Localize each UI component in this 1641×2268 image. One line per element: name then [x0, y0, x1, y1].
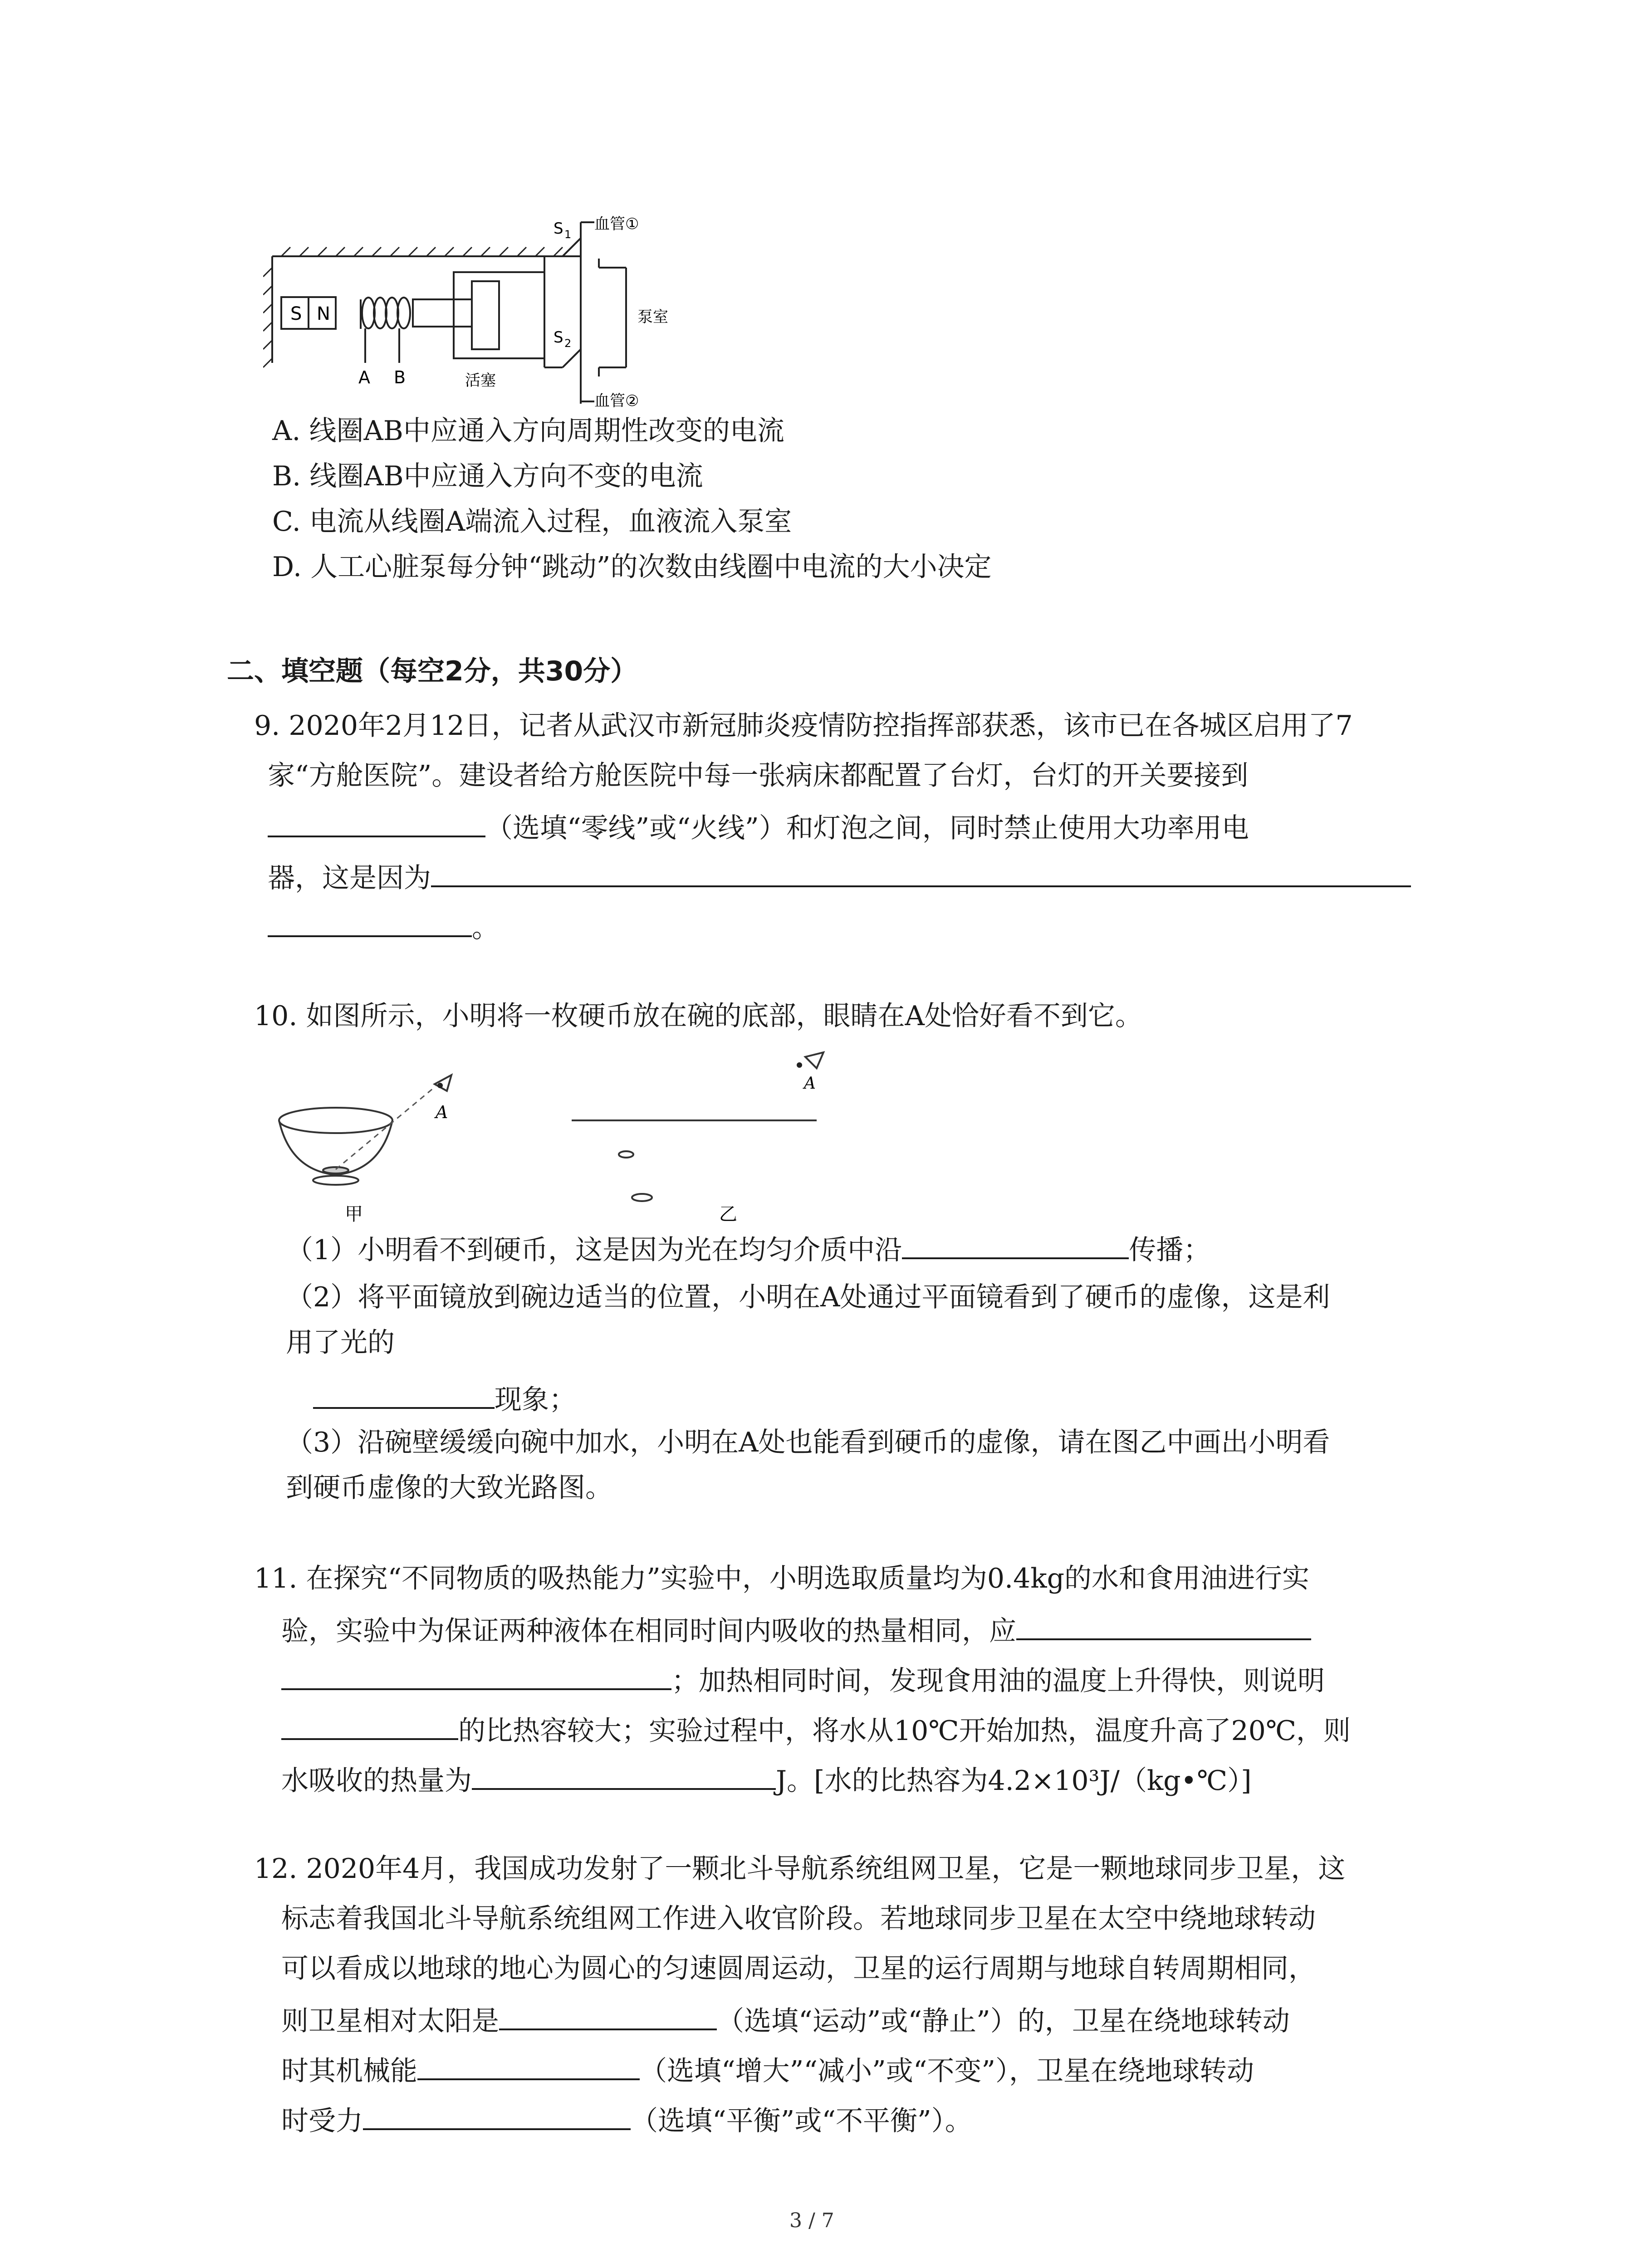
section-heading: 二、填空题（每空2分，共30分） — [227, 655, 638, 687]
q11-line5 — [281, 1760, 1252, 1799]
option-d: D. 人工心脏泵每分钟“跳动”的次数由线圈中电流的大小决定 — [272, 551, 992, 583]
magnet-s-label: S — [290, 303, 302, 324]
q11-line3-text: ；加热相同时间，发现食用油的温度上升得快，则说明 — [671, 1665, 1325, 1697]
q11-line2 — [281, 1610, 1311, 1649]
q11-line5-after: J。[水的比热容为4.2×10³J/（kg•℃）] — [776, 1765, 1252, 1797]
bowl-coin-figure — [272, 1039, 862, 1229]
q10-p2-line2: 用了光的 — [286, 1327, 395, 1359]
vessel1-label: 血管① — [594, 215, 639, 233]
q11-line5-text: 水吸收的热量为 — [281, 1765, 472, 1797]
q10-p1-text: （1）小明看不到硬币，这是因为光在均匀介质中沿 — [286, 1234, 902, 1266]
fig-jia-label: 甲 — [345, 1204, 363, 1225]
q11-blank2[interactable] — [281, 1710, 458, 1740]
q10-p2-line3 — [313, 1379, 576, 1418]
q10-p1 — [286, 1229, 1210, 1268]
piston-label: 活塞 — [465, 371, 496, 390]
q10-p2-line1: （2）将平面镜放到碗边适当的位置，小明在A处通过平面镜看到了硬币的虚像，这是利 — [286, 1281, 1330, 1313]
q12-blank1[interactable] — [499, 2000, 717, 2030]
vessel2-label: 血管② — [594, 392, 639, 408]
q9-blank1[interactable] — [268, 807, 485, 837]
q10-p3-line1: （3）沿碗壁缓缓向碗中加水，小明在A处也能看到硬币的虚像，请在图乙中画出小明看 — [286, 1427, 1330, 1458]
q9-line1: 9. 2020年2月12日，记者从武汉市新冠肺炎疫情防控指挥部获悉，该市已在各城区启用了7 — [254, 710, 1353, 742]
q10-p1-after: 传播； — [1129, 1234, 1211, 1266]
q9-line2: 家“方舱医院”。建设者给方舱医院中每一张病床都配置了台灯，台灯的开关要接到 — [268, 760, 1249, 792]
valve-s1-label: S — [554, 220, 563, 238]
valve-s1-sub: 1 — [564, 228, 572, 241]
q10-line1: 10. 如图所示，小明将一枚硬币放在碗的底部，眼睛在A处恰好看不到它。 — [254, 1000, 1142, 1032]
q12-line6-after: （选填“平衡”或“不平衡”）。 — [631, 2105, 972, 2137]
q12-line1: 12. 2020年4月，我国成功发射了一颗北斗导航系统组网卫星，它是一颗地球同步卫星，这 — [254, 1853, 1346, 1885]
q10-p3-line2: 到硬币虚像的大致光路图。 — [286, 1472, 612, 1504]
q9-blank2[interactable] — [431, 857, 1411, 887]
valve-s2-label: S — [554, 328, 563, 347]
page-number: 3 / 7 — [789, 2209, 834, 2232]
coil-a-label: A — [358, 367, 370, 387]
q12-line3: 可以看成以地球的地心为圆心的匀速圆周运动，卫星的运行周期与地球自转周期相同， — [281, 1953, 1316, 1984]
q10-p2-after: 现象； — [495, 1384, 576, 1416]
option-a: A. 线圈AB中应通入方向周期性改变的电流 — [272, 415, 784, 447]
q12-line5-after: （选填“增大”“减小”或“不变”），卫星在绕地球转动 — [640, 2055, 1254, 2087]
q12-line5-text: 时其机械能 — [281, 2055, 417, 2087]
option-c: C. 电流从线圈A端流入过程，血液流入泵室 — [272, 506, 792, 538]
q11-blank1-cont[interactable] — [281, 1660, 671, 1690]
q11-line4 — [281, 1710, 1351, 1749]
q9-line3-text: （选填“零线”或“火线”）和灯泡之间，同时禁止使用大功率用电 — [485, 812, 1249, 844]
q10-blank2[interactable] — [313, 1379, 495, 1409]
q9-line4 — [268, 857, 1411, 896]
fig-yi-a-label: A — [804, 1074, 816, 1093]
fig-jia-a-label: A — [436, 1102, 448, 1122]
q11-line1: 11. 在探究“不同物质的吸热能力”实验中，小明选取质量均为0.4kg的水和食用油进行实 — [254, 1563, 1310, 1594]
q9-line4-text: 器，这是因为 — [268, 862, 431, 894]
q9-line5-text: 。 — [472, 912, 499, 944]
coil-b-label: B — [394, 367, 406, 387]
q12-line6-text: 时受力 — [281, 2105, 363, 2137]
q9-blank2-cont[interactable] — [268, 907, 472, 937]
fig-yi-label: 乙 — [719, 1204, 737, 1225]
q12-line4-text: 则卫星相对太阳是 — [281, 2005, 499, 2037]
pump-chamber-label: 泵室 — [637, 308, 668, 326]
q11-blank3[interactable] — [472, 1760, 776, 1790]
valve-s2-sub: 2 — [564, 337, 572, 350]
q12-line5 — [281, 2050, 1254, 2089]
q10-blank1[interactable] — [902, 1229, 1129, 1259]
heart-pump-diagram — [263, 213, 780, 408]
q9-line3 — [268, 807, 1249, 846]
q12-line6 — [281, 2100, 972, 2139]
q11-line2-text: 验，实验中为保证两种液体在相同时间内吸收的热量相同，应 — [281, 1615, 1016, 1647]
q11-line3 — [281, 1660, 1325, 1699]
option-b: B. 线圈AB中应通入方向不变的电流 — [272, 460, 703, 492]
q9-line5 — [268, 907, 499, 946]
q12-blank3[interactable] — [363, 2100, 631, 2130]
q12-line4-after: （选填“运动”或“静止”）的，卫星在绕地球转动 — [717, 2005, 1290, 2037]
magnet-n-label: N — [317, 303, 330, 324]
q12-line2: 标志着我国北斗导航系统组网工作进入收官阶段。若地球同步卫星在太空中绕地球转动 — [281, 1903, 1316, 1935]
q11-blank1[interactable] — [1016, 1610, 1311, 1640]
q11-line4-text: 的比热容较大；实验过程中，将水从10℃开始加热，温度升高了20℃，则 — [458, 1715, 1351, 1747]
q12-blank2[interactable] — [417, 2050, 640, 2080]
q12-line4 — [281, 2000, 1290, 2039]
